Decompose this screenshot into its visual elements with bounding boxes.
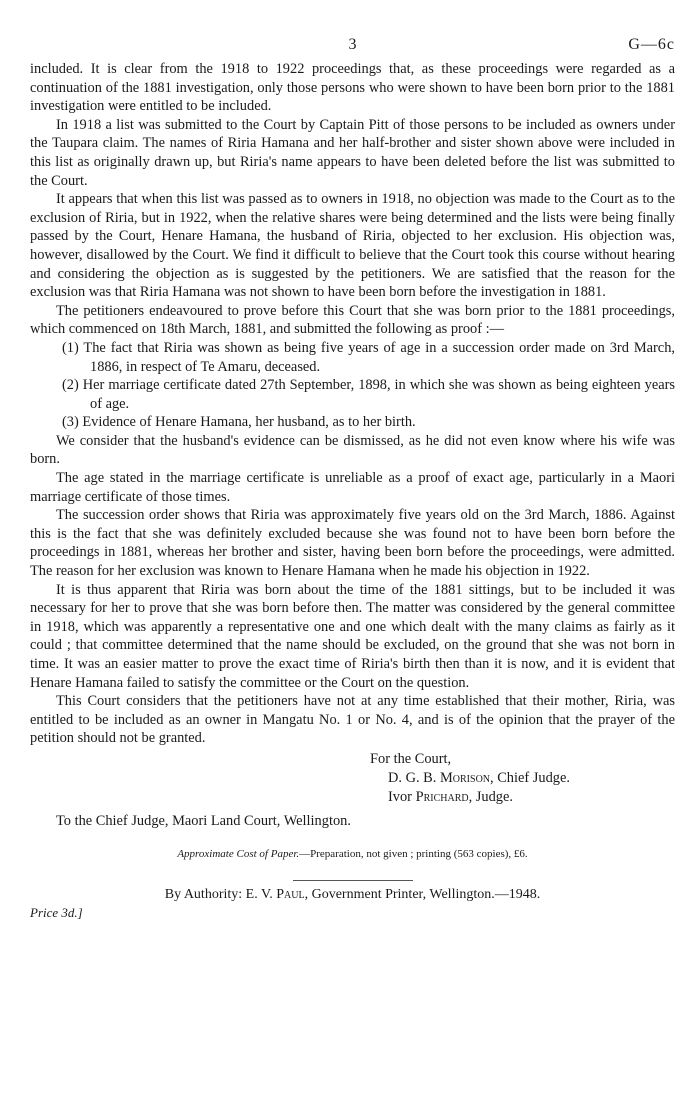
- signature-block: [30, 750, 675, 807]
- page-header: [30, 0, 675, 60]
- paragraph: This Court considers that the petitioners have not at any time established that their mother, Riria, was entitled to be included as an owner in Mangatu No. 1 or No. 4, and is of the opinion that the prayer of the petition should not be granted.: [30, 693, 675, 747]
- authority-prefix: By Authority: E. V.: [164, 886, 277, 902]
- signature-line: For the Court,: [370, 750, 452, 767]
- document-body: [30, 60, 675, 748]
- paragraph: The age stated in the marriage certificate is unreliable as a proof of exact age, particularly in a Maori marriage certificate of those times.: [30, 470, 675, 505]
- signature-surname: Morison: [439, 769, 491, 786]
- cost-note: [30, 848, 675, 860]
- divider: [293, 880, 413, 881]
- paragraph: We consider that the husband's evidence can be dismissed, as he did not even know where his wife was born.: [30, 432, 675, 468]
- proof-list-item: (2) Her marriage certificate dated 27th September, 1898, in which she was shown as being eighteen years of age.: [62, 377, 675, 412]
- signature-title: , Judge.: [468, 788, 513, 805]
- proof-list-item: (3) Evidence of Henare Hamana, her husband, as to her birth.: [62, 414, 416, 431]
- signature-title: , Chief Judge.: [490, 769, 570, 786]
- signature-chief-judge: [370, 769, 675, 788]
- paper-code: G—6c: [628, 36, 675, 53]
- page-number: 3: [348, 36, 357, 53]
- paragraph: It appears that when this list was passed as to owners in 1918, no objection was made to the Court as to the exclusion of Riria, but in 1922, when the relative shares were being determined and the lists were being finally passed by the Court, Henare Hamana, the husband of Riria, objected to her exclusion. His objection was, however, disallowed by the Court. We find it difficult to believe that the Court took this course without hearing and considering the objection as is suggested by the petitioners. We are satisfied that the reason for the exclusion was that Riria Hamana was not shown to have been born before the investigation in 1881.: [30, 191, 675, 301]
- proof-list-item: (1) The fact that Riria was shown as being five years of age in a succession order made on 3rd March, 1886, in respect of Te Amaru, deceased.: [62, 339, 675, 375]
- paragraph: In 1918 a list was submitted to the Court by Captain Pitt of those persons to be included as owners under the Taupara claim. The names of Riria Hamana and her half-brother and sister shown above were included in this list as originally drawn up, but Riria's name appears to have been deleted before the list was submitted to the Court.: [30, 116, 675, 189]
- paragraph: The succession order shows that Riria was approximately five years old on the 3rd March, 1886. Against this is the fact that she was definitely excluded because she was found not to have been born before the proceedings in 1881, whereas her brother and sister, having been born before the proceedings, were admitted. The reason for her exclusion was known to Henare Hamana when he made his objection in 1922.: [30, 507, 675, 580]
- authority-suffix: , Government Printer, Wellington.—1948.: [304, 886, 541, 902]
- document-page: [30, 0, 675, 921]
- signature-initials: D. G. B.: [388, 769, 440, 786]
- cost-text: —Preparation, not given ; printing (563 copies), £6.: [299, 847, 528, 860]
- signature-judge: [370, 788, 675, 807]
- cost-label: Approximate Cost of Paper.: [177, 847, 300, 860]
- printer-name: Paul: [276, 886, 305, 902]
- paragraph: included. It is clear from the 1918 to 1922 proceedings that, as these proceedings were regarded as a continuation of the 1881 investigation, only those persons who were shown to have been born prior to the 1881 investigation were entitled to be included.: [30, 61, 675, 115]
- paragraph: The petitioners endeavoured to prove before this Court that she was born prior to the 1881 proceedings, which commenced on 18th March, 1881, and submitted the following as proof :—: [30, 302, 675, 338]
- address-line: To the Chief Judge, Maori Land Court, Wellington.: [56, 812, 351, 829]
- paragraph: It is thus apparent that Riria was born about the time of the 1881 sittings, but to be included it was necessary for her to prove that she was born before then. The matter was considered by the general committee in 1918, which was apparently a representative one and one which dealt with the many claims as fairly as it could ; that committee determined that the name should be excluded, on the ground that she was not born in time. It was an easier matter to prove the exact time of Riria's birth then than it is now, and it is evident that Henare Hamana failed to satisfy the committee or the Court on the question.: [30, 581, 675, 691]
- signature-surname: Prichard: [415, 788, 469, 805]
- price-note: Price 3d.]: [30, 904, 83, 920]
- signature-firstname: Ivor: [388, 788, 416, 805]
- printer-authority: [30, 887, 675, 903]
